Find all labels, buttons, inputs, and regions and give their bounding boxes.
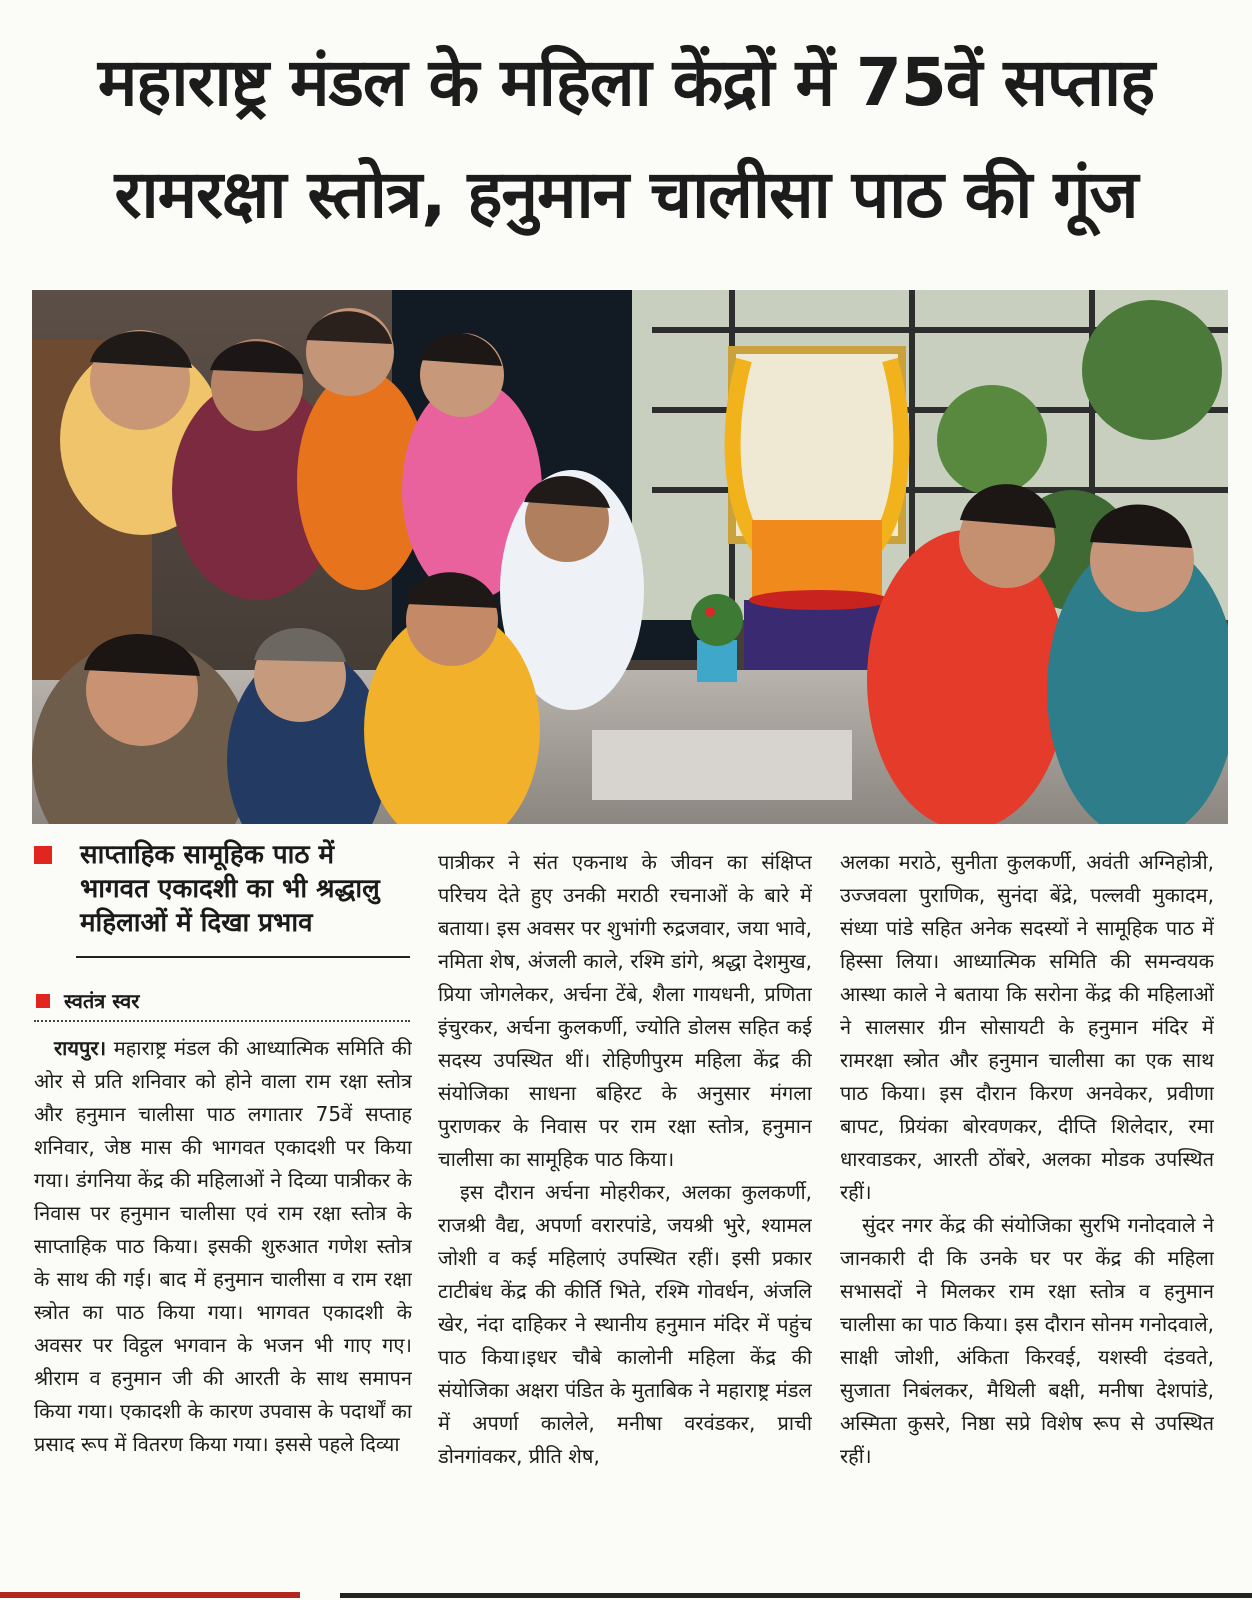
- byline: [34, 986, 410, 1016]
- group-photo-icon: [32, 290, 1228, 824]
- article-paragraph: पात्रीकर ने संत एकनाथ के जीवन का संक्षिप्त परिचय देते हुए उनकी मराठी रचनाओं के बारे में बताया। इस अवसर पर शुभांगी रुद्रजवार, जया भावे, नमिता शेष, अंजली काले, रश्मि डांगे, श्रद्धा देशमुख, प्रिया जोगलेकर, अर्चना टेंबे, शैला गायधनी, प्रणिता इंचुरकर, अर्चना कुलकर्णी, ज्योति डोलस सहित कई सदस्य उपस्थित थीं। रोहिणीपुरम महिला केंद्र की संयोजिका साधना बहिरट के अनुसार मंगला पुराणकर के निवास पर राम रक्षा स्तोत्र, हनुमान चालीसा का सामूहिक पाठ किया।: [438, 850, 812, 1171]
- news-photo: [32, 290, 1228, 824]
- article-paragraph: अलका मराठे, सुनीता कुलकर्णी, अवंती अग्निहोत्री, उज्जवला पुराणिक, सुनंदा बेंद्रे, पल्लवी मुकादम, संध्या पांडे सहित अनेक सदस्यों ने सामूहिक पाठ में हिस्सा लिया। आध्यात्मिक समिति की समन्वयक आस्था काले ने बताया कि सरोना केंद्र की महिलाओं ने सालसार ग्रीन सोसायटी के हनुमान मंदिर में रामरक्षा स्त्रोत और हनुमान चालीसा का एक साथ पाठ किया। इस दौरान किरण अनवेकर, प्रवीणा बापट, प्रियंका बोरवणकर, दीप्ति शिलेदार, रमा धारवाडकर, आरती ठोंबरे, अलका मोडक उपस्थित रहीं।: [840, 850, 1214, 1204]
- bullet-square-icon: [36, 994, 50, 1008]
- article-column-1: [34, 1032, 412, 1572]
- headline-line-2: रामरक्षा स्तोत्र, हनुमान चालीसा पाठ की गूंज: [114, 156, 1138, 233]
- article-paragraph: इस दौरान अर्चना मोहरीकर, अलका कुलकर्णी, राजश्री वैद्य, अपर्णा वरारपांडे, जयश्री भुरे, श्यामल जोशी व कई महिलाएं उपस्थित रहीं। इसी प्रकार टाटीबंध केंद्र की कीर्ति भिते, रश्मि गोवर्धन, अंजलि खेर, नंदा दाहिकर ने स्थानीय हनुमान मंदिर में पहुंच पाठ किया।इधर चौबे कालोनी महिला केंद्र की संयोजिका अक्षरा पंडित के मुताबिक ने महाराष्ट्र मंडल में अपर्णा कालेले, मनीषा वरवंडकर, प्राची डोनगांवकर, प्रीति शेष,: [438, 1180, 812, 1468]
- divider: [76, 956, 410, 958]
- dateline: रायपुर।: [54, 1036, 107, 1060]
- bottom-rule-accent: [0, 1592, 300, 1598]
- headline-line-1: महाराष्ट्र मंडल के महिला केंद्रों में 75वें सप्ताह: [97, 44, 1155, 121]
- bullet-square-icon: [34, 846, 52, 864]
- paragraph-text: महाराष्ट्र मंडल की आध्यात्मिक समिति की ओर से प्रति शनिवार को होने वाला राम रक्षा स्तोत्र और हनुमान चालीसा पाठ लगातार 75वें सप्ताह शनिवार, जेष्ठ मास की भागवत एकादशी पर किया गया। डंगनिया केंद्र की महिलाओं ने दिव्या पात्रीकर के निवास पर हनुमान चालीसा एवं राम रक्षा स्तोत्र के साप्ताहिक पाठ किया। इसकी शुरुआत गणेश स्तोत्र के साथ की गई। बाद में हनुमान चालीसा व राम रक्षा स्त्रोत का पाठ किया गया। भागवत एकादशी के अवसर पर विट्ठल भगवान के भजन भी गाए गए। श्रीराम व हनुमान जी की आरती के साथ समापन किया गया। एकादशी के कारण उपवास के पदार्थों का प्रसाद रूप में वितरण किया गया। इससे पहले दिव्या: [34, 1036, 412, 1456]
- article-column-2: [438, 846, 812, 1572]
- article-paragraph: [34, 1032, 412, 1461]
- bottom-rule: [340, 1593, 1252, 1598]
- article-column-3: [840, 846, 1214, 1572]
- dotted-divider: [34, 1020, 410, 1022]
- byline-text: स्वतंत्र स्वर: [64, 989, 140, 1013]
- subheadline: साप्ताहिक सामूहिक पाठ में भागवत एकादशी का भी श्रद्धालु महिलाओं में दिखा प्रभाव: [80, 840, 380, 938]
- article-paragraph: सुंदर नगर केंद्र की संयोजिका सुरभि गनोदवाले ने जानकारी दी कि उनके घर पर केंद्र की महिला सभासदों ने मिलकर राम रक्षा स्तोत्र व हनुमान चालीसा का पाठ किया। इस दौरान सोनम गनोदवाले, साक्षी जोशी, अंकिता किरवई, यशस्वी दंडवते, सुजाता निबंलकर, मैथिली बक्षी, मनीषा देशपांडे, अस्मिता कुसरे, निष्ठा सप्रे विशेष रूप से उपस्थित रहीं।: [840, 1213, 1214, 1468]
